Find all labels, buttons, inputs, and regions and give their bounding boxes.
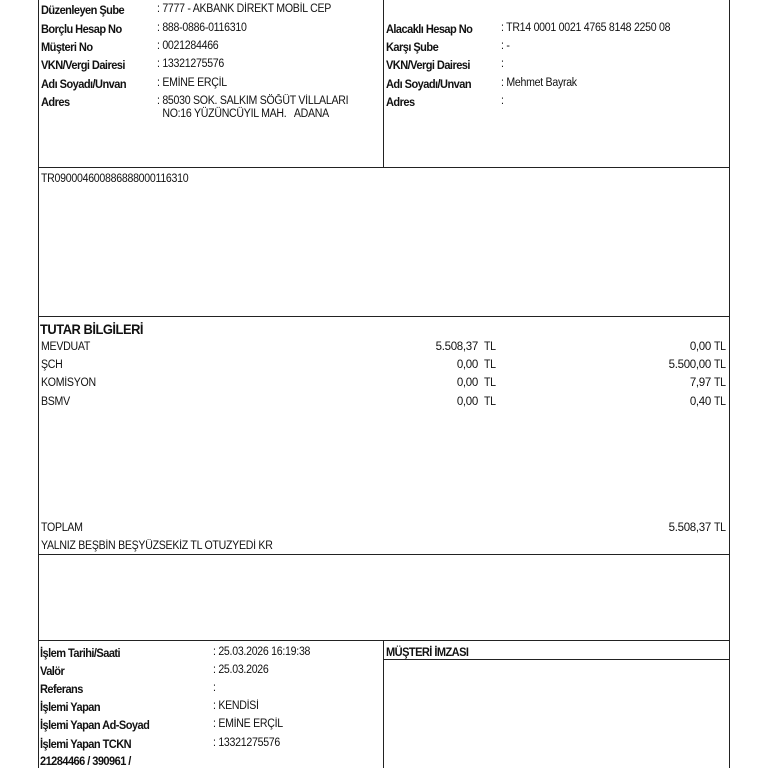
transaction-datetime-value: : 25.03.2026 16:19:38 <box>213 646 311 658</box>
performer-name-label: İşlemi Yapan Ad-Soyad <box>40 718 150 732</box>
customer-signature-area <box>384 660 729 768</box>
customer-number-label: Müşteri No <box>41 40 93 54</box>
frame-left-border <box>38 0 39 768</box>
debtor-address-value: : 85030 SOK. SALKIM SÖĞÜT VİLLALARI NO:16 YÜZÜNCÜYIL MAH. ADANA <box>157 95 349 120</box>
creditor-account-label: Alacaklı Hesap No <box>386 22 473 36</box>
amount-row-currency-2: TL <box>714 377 726 389</box>
creditor-account-value: : TR14 0001 0021 4765 8148 2250 08 <box>501 22 671 34</box>
debtor-address-label: Adres <box>41 95 70 109</box>
creditor-tax-label: VKN/Vergi Dairesi <box>386 58 470 72</box>
amount-row-value-1: 0,00 <box>456 377 478 389</box>
creditor-address-label: Adres <box>386 95 415 109</box>
debtor-name-label: Adı Soyadı/Unvan <box>41 77 127 91</box>
customer-number-value: : 0021284466 <box>157 40 219 52</box>
frame-right-border <box>729 0 730 768</box>
amount-row-value-2: 5.500,00 <box>668 359 711 371</box>
amount-row-currency-1: TL <box>484 341 496 353</box>
divider-notes <box>38 640 730 641</box>
footer-code: 21284466 / 390961 / <box>40 754 131 768</box>
value-date-value: : 25.03.2026 <box>213 664 269 676</box>
debtor-tax-value: : 13321275576 <box>157 58 225 70</box>
amount-row-value-2: 0,00 <box>689 341 711 353</box>
divider-description <box>38 316 730 317</box>
divider-parties <box>38 167 730 168</box>
customer-signature-heading: MÜŞTERİ İMZASI <box>386 645 469 659</box>
amount-row-value-2: 0,40 <box>689 396 711 408</box>
reference-label: Referans <box>40 682 83 696</box>
transaction-description: TR090004600886888000116310 <box>41 173 189 185</box>
divider-amounts <box>38 554 730 555</box>
debtor-name-value: : EMİNE ERÇİL <box>157 77 227 89</box>
creditor-name-value: : Mehmet Bayrak <box>501 77 577 89</box>
amount-row-label: BSMV <box>41 396 70 408</box>
creditor-address-value: : <box>501 95 504 107</box>
total-amount: 5.508,37 <box>668 522 711 534</box>
amounts-heading: TUTAR BİLGİLERİ <box>40 321 144 337</box>
transaction-datetime-label: İşlem Tarihi/Saati <box>40 646 121 660</box>
amount-row-value-1: 0,00 <box>456 396 478 408</box>
performed-by-value: : KENDİSİ <box>213 700 259 712</box>
counter-branch-value: : - <box>501 40 510 52</box>
debtor-account-value: : 888-0886-0116310 <box>157 22 247 34</box>
amount-in-words: YALNIZ BEŞBİN BEŞYÜZSEKİZ TL OTUZYEDİ KR <box>41 540 273 552</box>
total-label: TOPLAM <box>41 522 83 534</box>
reference-value: : <box>213 682 216 694</box>
amount-row-currency-1: TL <box>484 396 496 408</box>
counter-branch-label: Karşı Şube <box>386 40 439 54</box>
issuing-branch-value: : 7777 - AKBANK DİREKT MOBİL CEP <box>157 3 332 15</box>
amount-row-value-1: 5.508,37 <box>435 341 478 353</box>
value-date-label: Valör <box>40 664 65 678</box>
amount-row-currency-2: TL <box>714 341 726 353</box>
performer-name-value: : EMİNE ERÇİL <box>213 718 283 730</box>
amount-row-currency-2: TL <box>714 396 726 408</box>
total-currency: TL <box>714 522 726 534</box>
debtor-account-label: Borçlu Hesap No <box>41 22 122 36</box>
amount-row-label: KOMİSYON <box>41 377 96 389</box>
amount-row-label: ŞCH <box>41 359 63 371</box>
amount-row-value-1: 0,00 <box>456 359 478 371</box>
party-divider <box>383 0 384 167</box>
performed-by-label: İşlemi Yapan <box>40 700 101 714</box>
performer-tckn-value: : 13321275576 <box>213 737 281 749</box>
amount-row-currency-1: TL <box>484 377 496 389</box>
performer-tckn-label: İşlemi Yapan TCKN <box>40 737 132 751</box>
amount-row-label: MEVDUAT <box>41 341 91 353</box>
creditor-name-label: Adı Soyadı/Unvan <box>386 77 472 91</box>
amount-row-currency-2: TL <box>714 359 726 371</box>
debtor-tax-label: VKN/Vergi Dairesi <box>41 58 125 72</box>
amount-row-value-2: 7,97 <box>689 377 711 389</box>
creditor-tax-value: : <box>501 58 504 70</box>
issuing-branch-label: Düzenleyen Şube <box>41 3 125 17</box>
amount-row-currency-1: TL <box>484 359 496 371</box>
